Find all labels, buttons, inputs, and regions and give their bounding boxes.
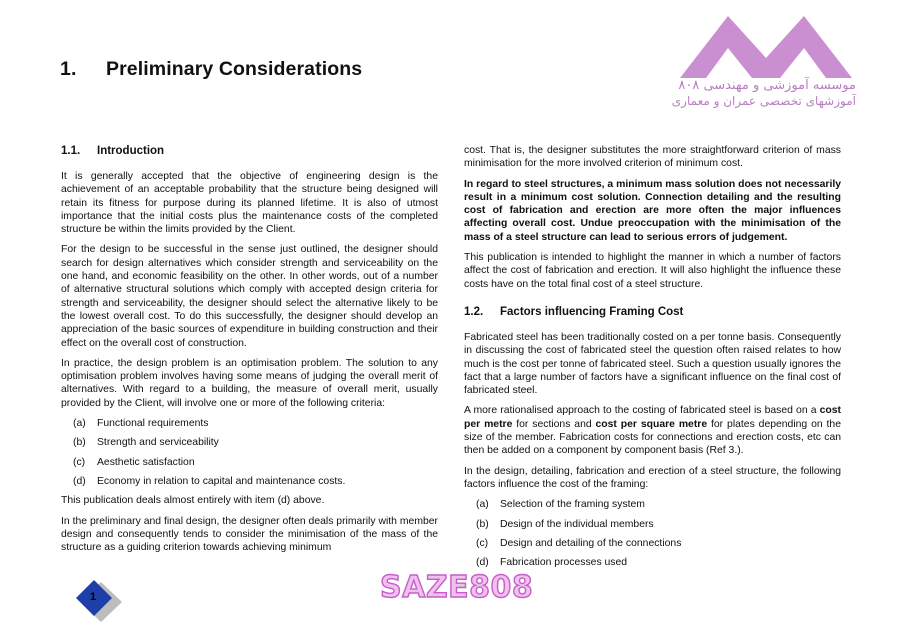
- paragraph: For the design to be successful in the sense just outlined, the designer should search for design alternatives which consider strength and serviceability on the one hand, and economic feasibility on the other. In other words, out of a number of alternative structural solutions which comply with accepted design criteria for strength and serviceability, the designer should select the alternative likely to be the lowest overall cost. To do this successfully, the designer should develop an appreciation of the basic sources of expenditure in building construction and their effect on the overall cost of construction.: [61, 244, 438, 349]
- paragraph: It is generally accepted that the objective of engineering design is the achievement of an acceptable probability that the structure being designed will retain its fitness for purpose during its planned lifetime. It is also of utmost importance that the initial costs plus the maintenance costs of the completed structure be within the limits provided by the Client.: [61, 171, 438, 236]
- criteria-list: [61, 417, 438, 488]
- list-item: [464, 518, 841, 531]
- list-item-text: Fabrication processes used: [500, 557, 628, 569]
- page-number: 1: [89, 591, 97, 603]
- section-heading-introduction: [61, 144, 438, 158]
- list-item-label: (a): [476, 499, 489, 511]
- section-title: Introduction: [97, 145, 165, 157]
- list-item-label: (b): [73, 437, 86, 449]
- list-item-label: (c): [73, 456, 86, 468]
- list-item-text: Economy in relation to capital and maintenance costs.: [97, 475, 346, 487]
- twin-peaks-logo-icon: [676, 14, 856, 78]
- paragraph: In practice, the design problem is an optimisation problem. The solution to any optimisation problem involves having some means of judging the overall merit of alternatives. With regard to a building, the measure of overall merit, usually provided by the Client, will involve one or more of the following criteria:: [61, 357, 438, 409]
- list-item-text: Aesthetic satisfaction: [97, 456, 195, 468]
- paragraph: cost. That is, the designer substitutes the more straightforward criterion of mass minimisation for the more involved criterion of minimum cost.: [464, 145, 841, 170]
- logo-line-2: آموزشهای تخصصی عمران و معماری: [671, 94, 856, 108]
- chapter-number: 1.: [60, 58, 77, 80]
- list-item: [61, 436, 438, 449]
- section-number: 1.1.: [61, 145, 81, 157]
- list-item: [61, 475, 438, 488]
- list-item: [464, 537, 841, 550]
- watermark-text: SAZE808: [380, 570, 534, 605]
- list-item-label: (c): [476, 537, 489, 549]
- list-item-label: (d): [476, 557, 489, 569]
- paragraph: In the preliminary and final design, the designer often deals primarily with member design and consequently tends to consider the minimisation of the mass of the structure as a guiding criterion towards achieving minimum: [61, 515, 438, 554]
- paragraph: [464, 404, 841, 457]
- list-item: [61, 417, 438, 430]
- text-run: for plates depending on the size of the member. Fabrication costs for connections and erection costs, etc can then be added on a component by component basis (Ref 3.).: [464, 418, 841, 457]
- emphasis-paragraph: In regard to steel structures, a minimum mass solution does not necessarily result in a minimum cost solution. Connection detailing and the resulting cost of fabrication and erection are more often the major influences affecting overall cost. Undue preoccupation with the minimisation of the mass of a steel structure can lead to serious errors of judgement.: [464, 178, 841, 243]
- left-column: [61, 144, 438, 561]
- paragraph: Fabricated steel has been traditionally costed on a per tonne basis. Consequently in discussing the cost of fabricated steel the question often raised relates to how much is the cost per tonne of fabricated steel. Such a question usually ignores the fact that a large number of factors have a significant influence on the final cost of fabricated steel.: [464, 331, 841, 397]
- list-item-label: (d): [73, 475, 86, 487]
- chapter-title-text: Preliminary Considerations: [106, 58, 363, 80]
- paragraph: This publication deals almost entirely with item (d) above.: [61, 495, 325, 507]
- text-run: for sections and: [512, 418, 596, 430]
- list-item-text: Strength and serviceability: [97, 437, 219, 449]
- paragraph: In the design, detailing, fabrication and erection of a steel structure, the following factors influence the cost of the framing:: [464, 465, 841, 490]
- factors-list: [464, 498, 841, 569]
- list-item-text: Design of the individual members: [500, 518, 654, 530]
- section-heading-framing-cost: [464, 305, 841, 319]
- list-item-text: Functional requirements: [97, 418, 209, 430]
- paragraph: This publication is intended to highlight the manner in which a number of factors affect the cost of fabrication and erection. It will also highlight the influence these costs have on the total final cost of a steel structure.: [464, 252, 841, 290]
- logo-line-1: موسسه آموزشی و مهندسی ۸۰۸: [678, 78, 856, 93]
- list-item: [464, 556, 841, 569]
- section-title: Factors influencing Framing Cost: [500, 305, 684, 318]
- list-item-text: Selection of the framing system: [500, 499, 645, 511]
- right-column: [464, 144, 841, 575]
- list-item: [61, 456, 438, 469]
- text-run: A more rationalised approach to the costing of fabricated steel is based on a: [464, 405, 820, 417]
- chapter-title: [60, 58, 362, 81]
- bold-term: cost per square metre: [595, 418, 708, 430]
- diamond-icon: [74, 578, 128, 622]
- publisher-logo: [672, 14, 858, 112]
- list-item-text: Design and detailing of the connections: [500, 537, 682, 549]
- bold-term: cost per metre: [464, 405, 841, 430]
- list-item-label: (a): [73, 418, 86, 430]
- page-number-badge: [74, 578, 128, 622]
- list-item-label: (b): [476, 518, 489, 530]
- list-item: [464, 498, 841, 511]
- section-number: 1.2.: [464, 305, 484, 318]
